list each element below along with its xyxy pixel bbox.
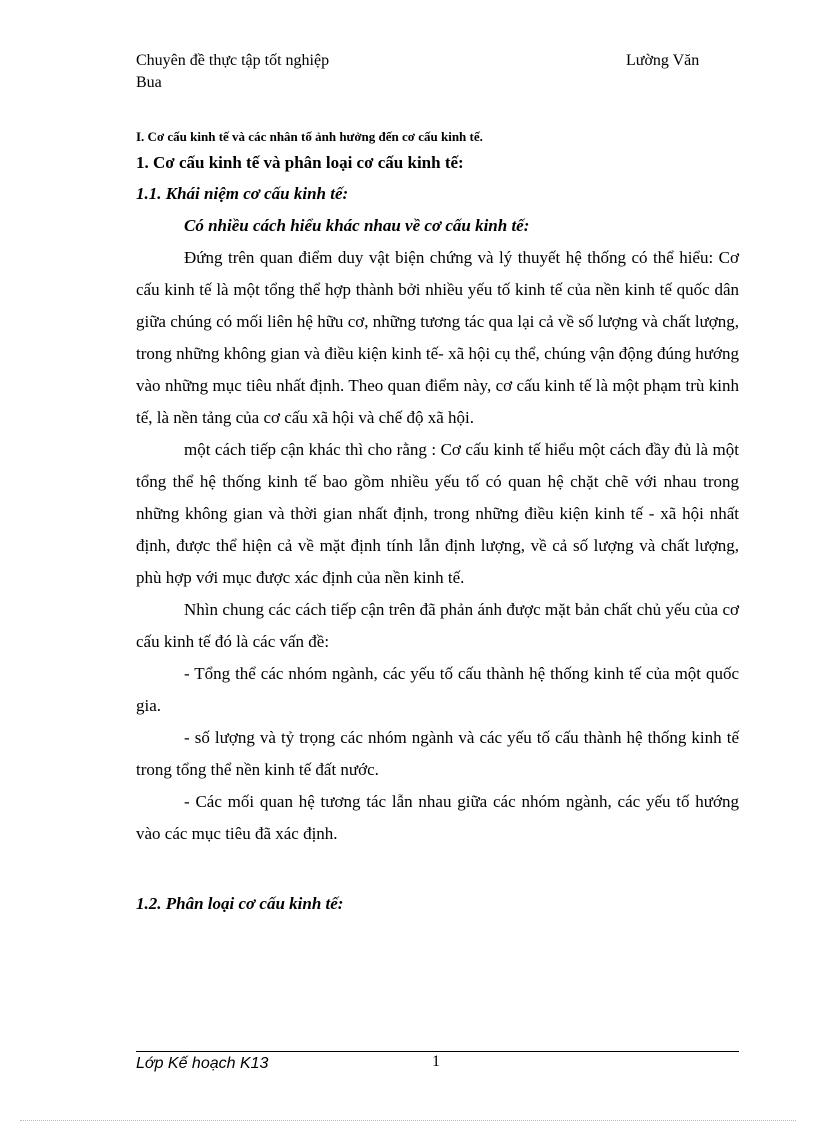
subheading: Có nhiều cách hiểu khác nhau về cơ cấu kinh tế: xyxy=(184,216,530,235)
heading-1-2: 1.2. Phân loại cơ cấu kinh tế: xyxy=(136,894,344,913)
page-boundary xyxy=(20,1120,796,1121)
paragraph-1: Đứng trên quan điểm duy vật biện chứng và lý thuyết hệ thống có thể hiểu: Cơ cấu kinh tế là một tổng thể hợp thành bởi nhiều yếu tố kinh tế của nền kinh tế quốc dân giữa chúng có mối liên hệ hữu cơ, những tương tác qua lại cả về số lượng và chất lượng, trong những không gian và điều kiện kinh tế- xã hội cụ thể, chúng vận động đúng hướng vào những mục tiêu nhất định. Theo quan điểm này, cơ cấu kinh tế là một phạm trù kinh tế, là nền tảng của cơ cấu xã hội và chế độ xã hội. xyxy=(136,248,739,427)
bullet-1: - Tổng thể các nhóm ngành, các yếu tố cấu thành hệ thống kinh tế của một quốc gia. xyxy=(136,664,739,715)
header-author: Lường Văn xyxy=(626,52,700,69)
spacer xyxy=(136,850,739,888)
page-number: 1 xyxy=(432,1053,440,1070)
header-author-continued: Bua xyxy=(136,74,162,91)
heading-1-1: 1.1. Khái niệm cơ cấu kinh tế: xyxy=(136,184,349,203)
header-left xyxy=(136,50,329,94)
bullet-3: - Các mối quan hệ tương tác lẫn nhau giữa các nhóm ngành, các yếu tố hướng vào các mục tiêu đã xác định. xyxy=(136,792,739,843)
heading-1: 1. Cơ cấu kinh tế và phân loại cơ cấu kinh tế: xyxy=(136,153,464,172)
section-title: I. Cơ cấu kinh tế và các nhân tố ảnh hưởng đến cơ cấu kinh tế. xyxy=(136,129,483,144)
document-body xyxy=(136,126,739,920)
footer-class-name: Lớp Kế hoạch K13 xyxy=(136,1055,269,1072)
bullet-2: - số lượng và tỷ trọng các nhóm ngành và các yếu tố cấu thành hệ thống kinh tế trong tổng thể nền kinh tế đất nước. xyxy=(136,728,739,779)
paragraph-2: một cách tiếp cận khác thì cho rằng : Cơ cấu kinh tế hiểu một cách đầy đủ là một tổng thể hệ thống kinh tế bao gồm nhiều yếu tố có quan hệ chặt chẽ với nhau trong những không gian và thời gian nhất định, trong những điều kiện kinh tế - xã hội nhất định, được thể hiện cả về mặt định tính lẫn định lượng, về cả số lượng và chất lượng, phù hợp với mục được xác định của nền kinh tế. xyxy=(136,440,739,587)
footer-rule xyxy=(136,1051,739,1052)
paragraph-3: Nhìn chung các cách tiếp cận trên đã phản ánh được mặt bản chất chủ yếu của cơ cấu kinh tế đó là các vấn đề: xyxy=(136,600,739,651)
header-title: Chuyên đề thực tập tốt nghiệp xyxy=(136,52,330,69)
